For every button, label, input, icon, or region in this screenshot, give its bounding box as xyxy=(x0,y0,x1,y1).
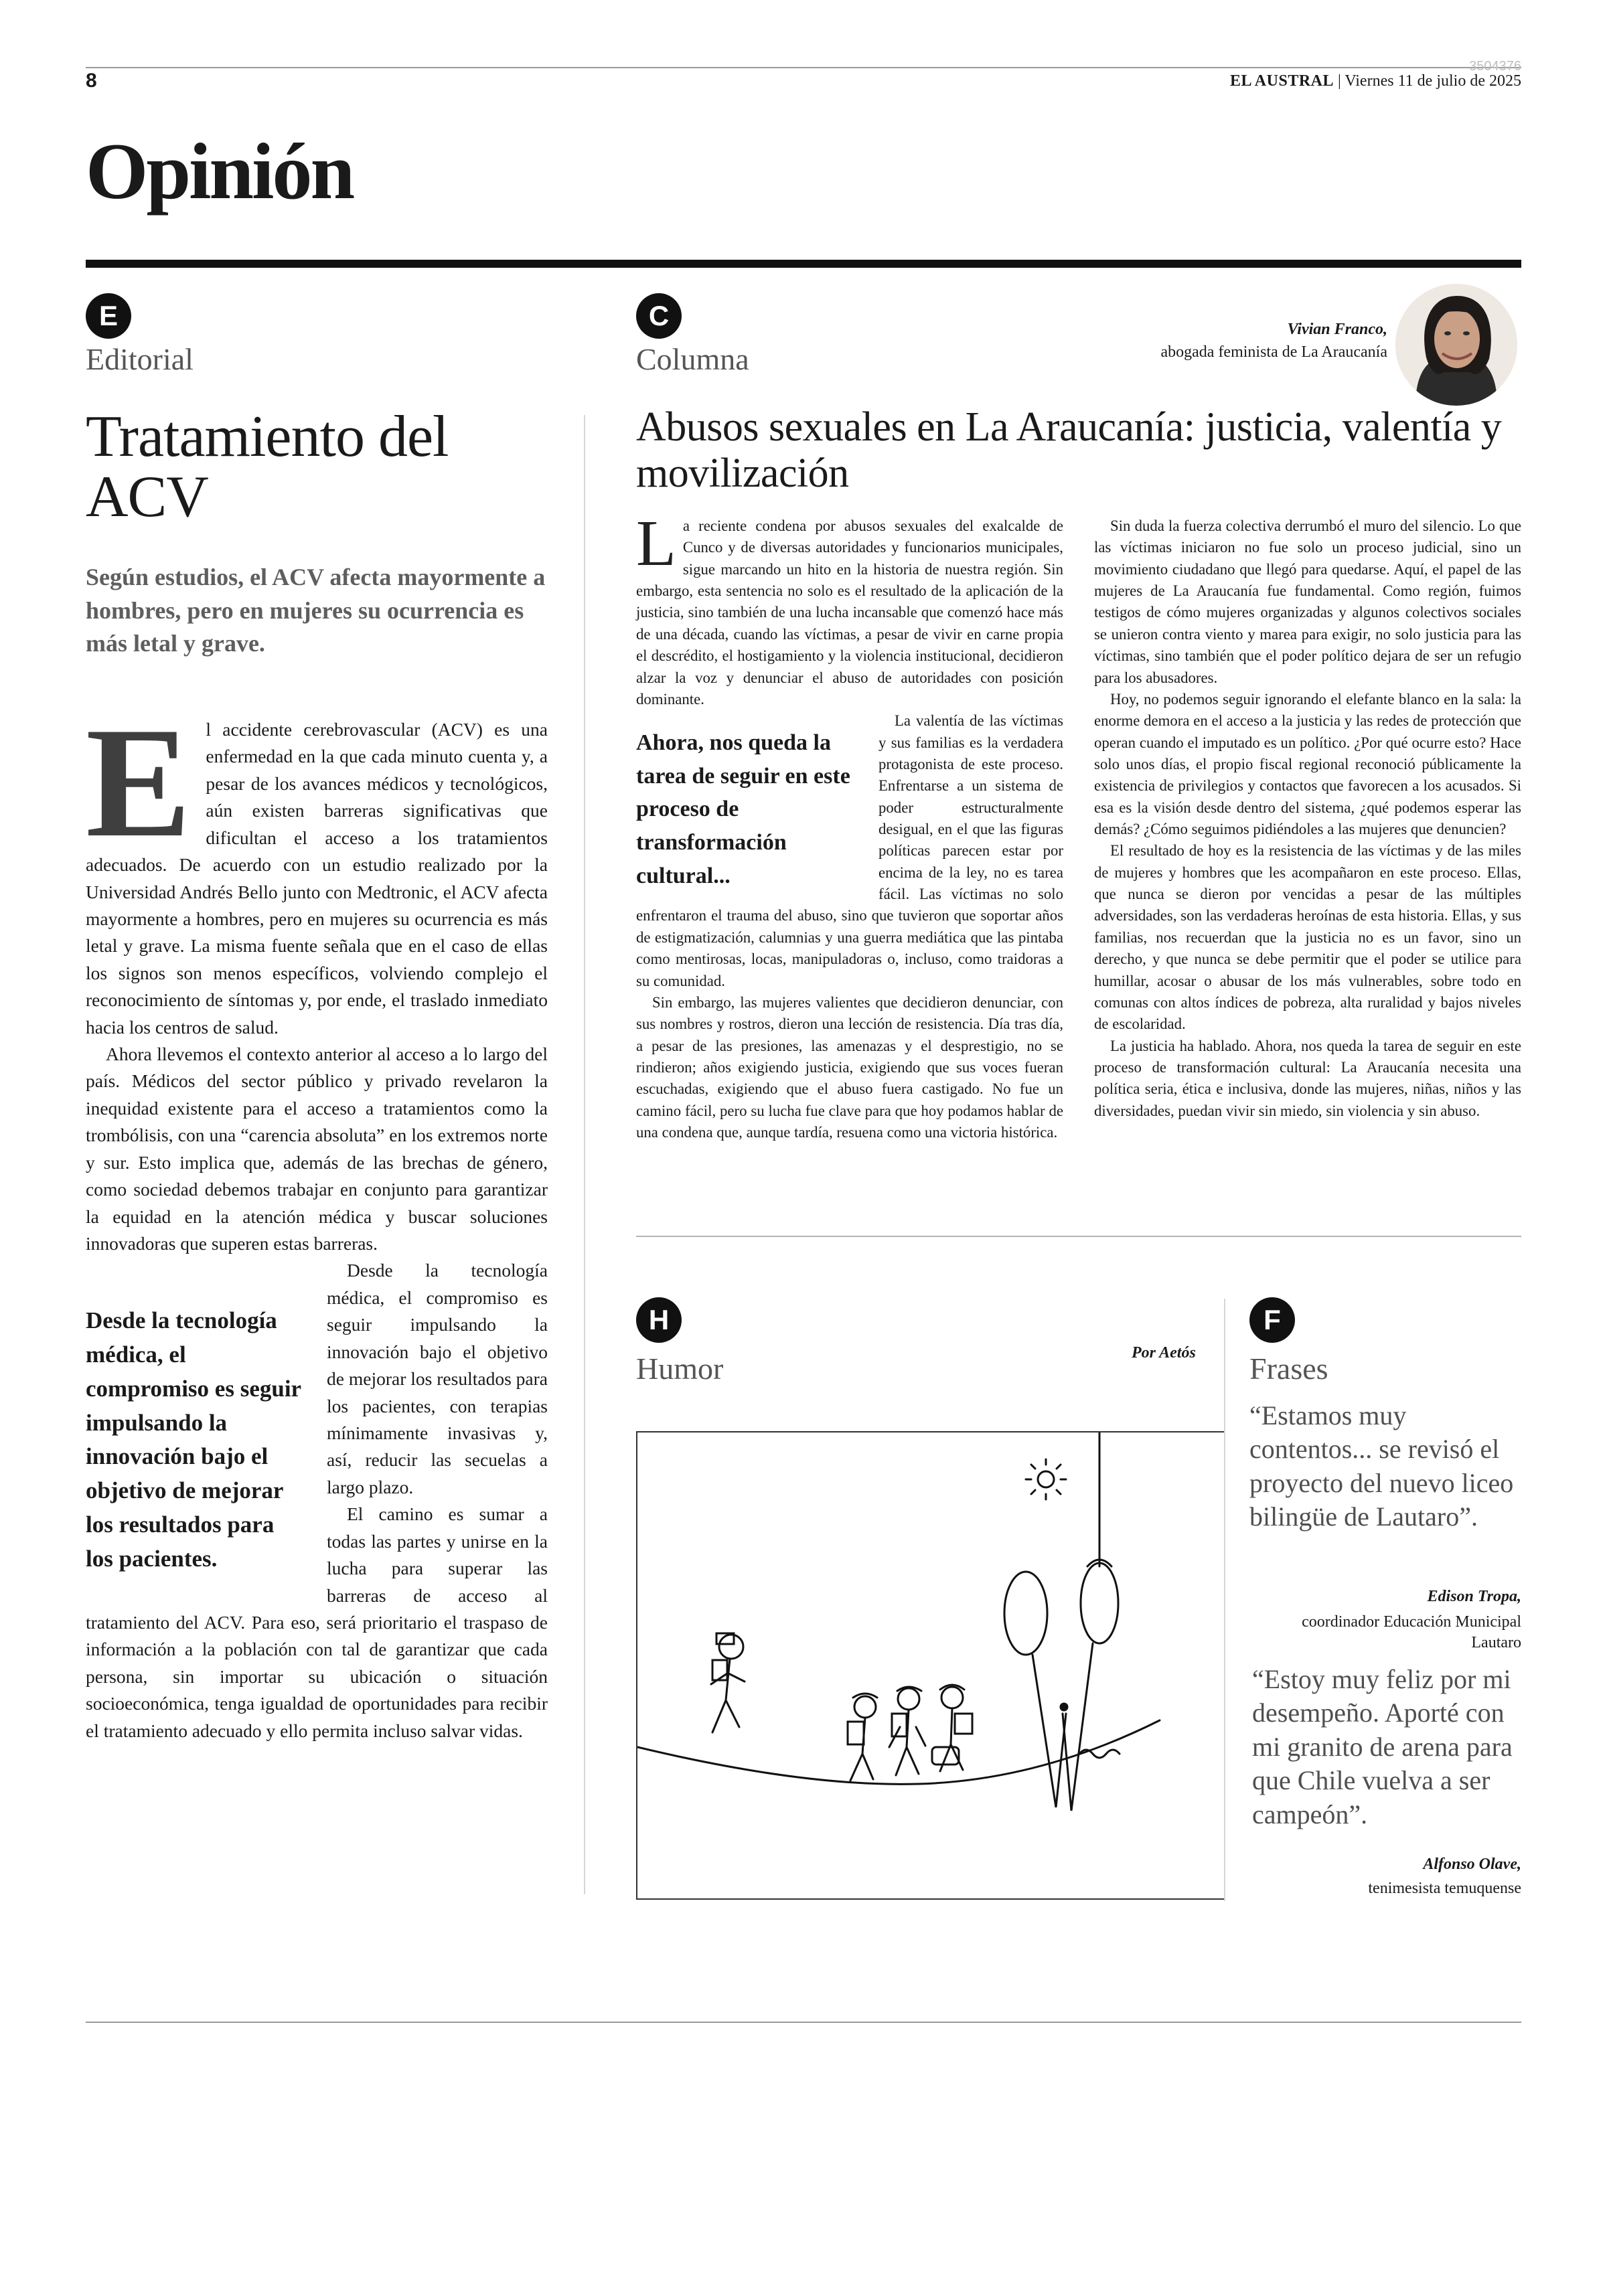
author-portrait xyxy=(1395,284,1517,406)
editorial-paragraph xyxy=(86,695,548,1041)
humor-byline: Por Aetós xyxy=(1132,1344,1196,1362)
quote-2: “Estoy muy feliz por mi desempeño. Aporté con mi granito de arena para que Chile vuelva a ser campeón”. xyxy=(1252,1664,1513,1829)
editorial-lede: Según estudios, el ACV afecta mayormente a hombres, pero en mujeres su ocurrencia es más letal y grave. xyxy=(86,564,546,657)
columna-paragraph xyxy=(1094,689,1521,841)
columna-paragraph xyxy=(1094,515,1521,689)
quote-1-role-place: Lautaro xyxy=(1471,1634,1521,1652)
columna-paragraph-text: Hoy, no podemos seguir ignorando el elefante blanco en la sala: la enorme demora en el acceso a la justicia y las redes de protección que operan cuando el imputado es un político. ¿Por qué ocurre esto? Hace solo unos días, el propio fiscal regional reconoció públicamente la existencia de privilegios y contactos que favorecen a los acusados. Si esa es la visión desde dentro del sistema, ¿qué podemos esperar las demás? ¿Cómo seguimos pidiéndoles a las mujeres que denuncien? xyxy=(1094,690,1521,838)
editorial-paragraph-text: Ahora llevemos el contexto anterior al acceso a lo largo del país. Médicos del sector público y privado revelaron la inequidad existente para el acceso a tratamientos como la trombólisis, con una “carencia absoluta” en los extremos norte y sur. Esto implica que, además de las brechas de género, como sociedad debemos trabajar en conjunto para garantizar la equidad en la atención médica y buscar soluciones innovadoras que superen estas barreras. xyxy=(86,1044,548,1254)
columna-paragraph-text: La justicia ha hablado. Ahora, nos queda la tarea de seguir en este proceso de transformación cultural: La Araucanía necesita una política seria, ética e inclusiva, donde las mujeres, niñas, niños y las diversidades, puedan vivir sin miedo, sin violencia y sin abuso. xyxy=(1094,1037,1521,1119)
editorial-paragraph xyxy=(86,1041,548,1257)
editorial-paragraph-text: El camino es sumar a todas las partes y unirse en la lucha para superar las barreras de acceso al tratamiento del ACV. Para eso, será prioritario el traspaso de información a la población con tal de garantizar que cada persona, sin importar su ubicación o situación socioeconómica, tenga igualdad de oportunidades para recibir el tratamiento adecuado y ello permita incluso salvar vidas. xyxy=(86,1503,548,1741)
quote-1-author: Edison Tropa, xyxy=(1427,1588,1521,1605)
humor-frases-divider xyxy=(1224,1299,1225,1901)
editorial-paragraph xyxy=(86,1257,548,1572)
editorial-dropcap: E xyxy=(86,695,192,870)
quote-1-role-line: coordinador Educación Municipal xyxy=(1302,1613,1521,1631)
columna-paragraph xyxy=(636,710,1063,992)
quote-2-role: tenimesista temuquense xyxy=(1368,1880,1521,1897)
cartoon-drawing xyxy=(637,1432,1224,1898)
columna-title: Abusos sexuales en La Araucanía: justicia, valentía y movilización xyxy=(636,404,1502,497)
editorial-label: Editorial xyxy=(86,342,194,376)
columna-label: Columna xyxy=(636,342,749,376)
humor-label: Humor xyxy=(636,1351,724,1386)
section-rule xyxy=(86,260,1521,268)
editorial-pullquote: Desde la tecnología médica, el compromiso es seguir impulsando la innovación bajo el objetivo de mejorar los resultados para los pacientes. xyxy=(86,1307,301,1572)
columna-pullquote: Ahora, nos queda la tarea de seguir en este proceso de transformación cultural... xyxy=(636,730,850,888)
columna-paragraph xyxy=(1094,1036,1521,1122)
humor-cartoon xyxy=(636,1431,1225,1900)
masthead xyxy=(1230,72,1521,90)
columna-paragraph-text: a reciente condena por abusos sexuales del exalcalde de Cunco y de diversas autoridades y funcionarios municipales, sigue marcando un hito en la historia de nuestra región. Sin embargo, esta sentencia no solo es el resultado de la aplicación de la justicia, sino también de una lucha incansable que comenzó hace más de una década, cuando las víctimas, a pesar de vivir en carne propia el descrédito, el hostigamiento y la violencia institucional, decidieron alzar la voz y denunciar el abuso de autoridades con posición dominante. xyxy=(636,517,1063,708)
columna-paragraph-text: Sin embargo, las mujeres valientes que decidieron denunciar, con sus nombres y rostros, dieron una lección de resistencia. Día tras día, a pesar de las presiones, las amenazas y el desprestigio, no se rindieron; años exigiendo justicia, exigiendo que sus voces fueran escuchadas, exigiendo que el abuso fuera castigado. No fue un camino fácil, pero su lucha fue clave para que hoy podamos hablar de una condena que, aunque tardía, resuena como una victoria histórica. xyxy=(636,993,1063,1141)
top-rule xyxy=(86,67,1521,68)
humor-badge: H xyxy=(636,1297,682,1343)
columna-author xyxy=(1160,319,1387,363)
columna-paragraph xyxy=(636,992,1063,1144)
masthead-separator: | xyxy=(1338,72,1345,90)
quote-1-role xyxy=(1249,1612,1521,1653)
author-name: Vivian Franco, xyxy=(1287,321,1387,338)
newspaper-name: EL AUSTRAL xyxy=(1229,72,1334,90)
columna-dropcap: L xyxy=(636,507,676,580)
editorial-paragraph-text: Desde la tecnología médica, el compromiso es seguir impulsando la innovación bajo el objetivo de mejorar los resultados para los pacientes, con terapias mínimamente invasivas y, así, reducir las secuelas a largo plazo. xyxy=(327,1260,548,1497)
bottom-rule xyxy=(86,2022,1521,2023)
columna-paragraph-text: La valentía de las víctimas y sus familias es la verdadera protagonista de este proceso. Enfrentarse a un sistema de poder estructuralmente desigual, en el que las figuras políticas parecen estar por encima de la ley, no es tarea fácil. Las víctimas no solo enfrentaron el trauma del abuso, sino que tuvieron que soportar años de estigmatización, calumnias y una guerra mediática que las pintaba como mentirosas, locas, manipuladoras o, incluso, como traidoras a su comunidad. xyxy=(636,712,1063,989)
columna-bottom-rule xyxy=(636,1236,1521,1237)
archive-stamp: 3504376 xyxy=(1469,59,1521,74)
columna-body xyxy=(636,507,1521,1212)
frases-badge: F xyxy=(1249,1297,1295,1343)
columna-badge: C xyxy=(636,293,682,339)
editorial-badge: E xyxy=(86,293,131,339)
author-portrait-image xyxy=(1395,284,1517,406)
columna-paragraph-text: El resultado de hoy es la resistencia de las víctimas y de las miles de mujeres y hombres que les acompañaron en este proceso. Ellas, que nunca se dieron por vencidas a pesar de las múltiples adversidades, son las verdaderas heroínas de esta historia. Ellas, y sus familias, nos recuerdan que la justicia no es un favor, sino un derecho, y que nunca se debe permitir que el poder se utilice para humillar, acosar o abusar de los más vulnerables, sobre todo en comunas con altos índices de pobreza, alta ruralidad y bajos niveles de escolaridad. xyxy=(1094,842,1521,1033)
columna-paragraph xyxy=(636,507,1063,710)
quote-2-author: Alfonso Olave, xyxy=(1423,1856,1521,1873)
frases-label: Frases xyxy=(1249,1351,1328,1386)
quote-1: “Estamos muy contentos... se revisó el proyecto del nuevo liceo bilingüe de Lautaro”. xyxy=(1249,1400,1514,1532)
editorial-body xyxy=(86,695,548,1744)
issue-date: Viernes 11 de julio de 2025 xyxy=(1345,72,1521,90)
section-title: Opinión xyxy=(86,127,354,216)
editorial-paragraph-text: l accidente cerebrovascular (ACV) es una enfermedad en la que cada minuto cuenta y, a pesar de los avances médicos y tecnológicos, aún existen barreras significativas que dificultan el acceso a los tratamientos adecuados. De acuerdo con un estudio realizado por la Universidad Andrés Bello junto con Medtronic, el ACV afecta mayormente a hombres, pero en mujeres su ocurrencia es más letal y grave. La misma fuente señala que en el caso de ellas los signos son menos específicos, volviendo complejo el reconocimiento de síntomas y, por ende, el traslado inmediato hacia los centros de salud. xyxy=(86,719,548,1038)
columna-paragraph-text: Sin duda la fuerza colectiva derrumbó el muro del silencio. Lo que las víctimas iniciaron no fue solo un proceso judicial, sino un movimiento ciudadano que llegó para quedarse. Aquí, el papel de las mujeres de La Araucanía fue fundamental. Como región, fuimos testigos de cómo mujeres organizadas y algunos colectivos sociales se unieron contra viento y marea para exigir, no solo justicia para las víctimas, sino también que el poder político dejara de ser un refugio para los abusadores. xyxy=(1094,517,1521,686)
column-divider xyxy=(584,415,585,1894)
columna-paragraph xyxy=(1094,840,1521,1035)
page-number: 8 xyxy=(86,70,97,92)
author-role: abogada feminista de La Araucanía xyxy=(1160,343,1387,361)
editorial-title: Tratamiento del ACV xyxy=(86,404,449,529)
